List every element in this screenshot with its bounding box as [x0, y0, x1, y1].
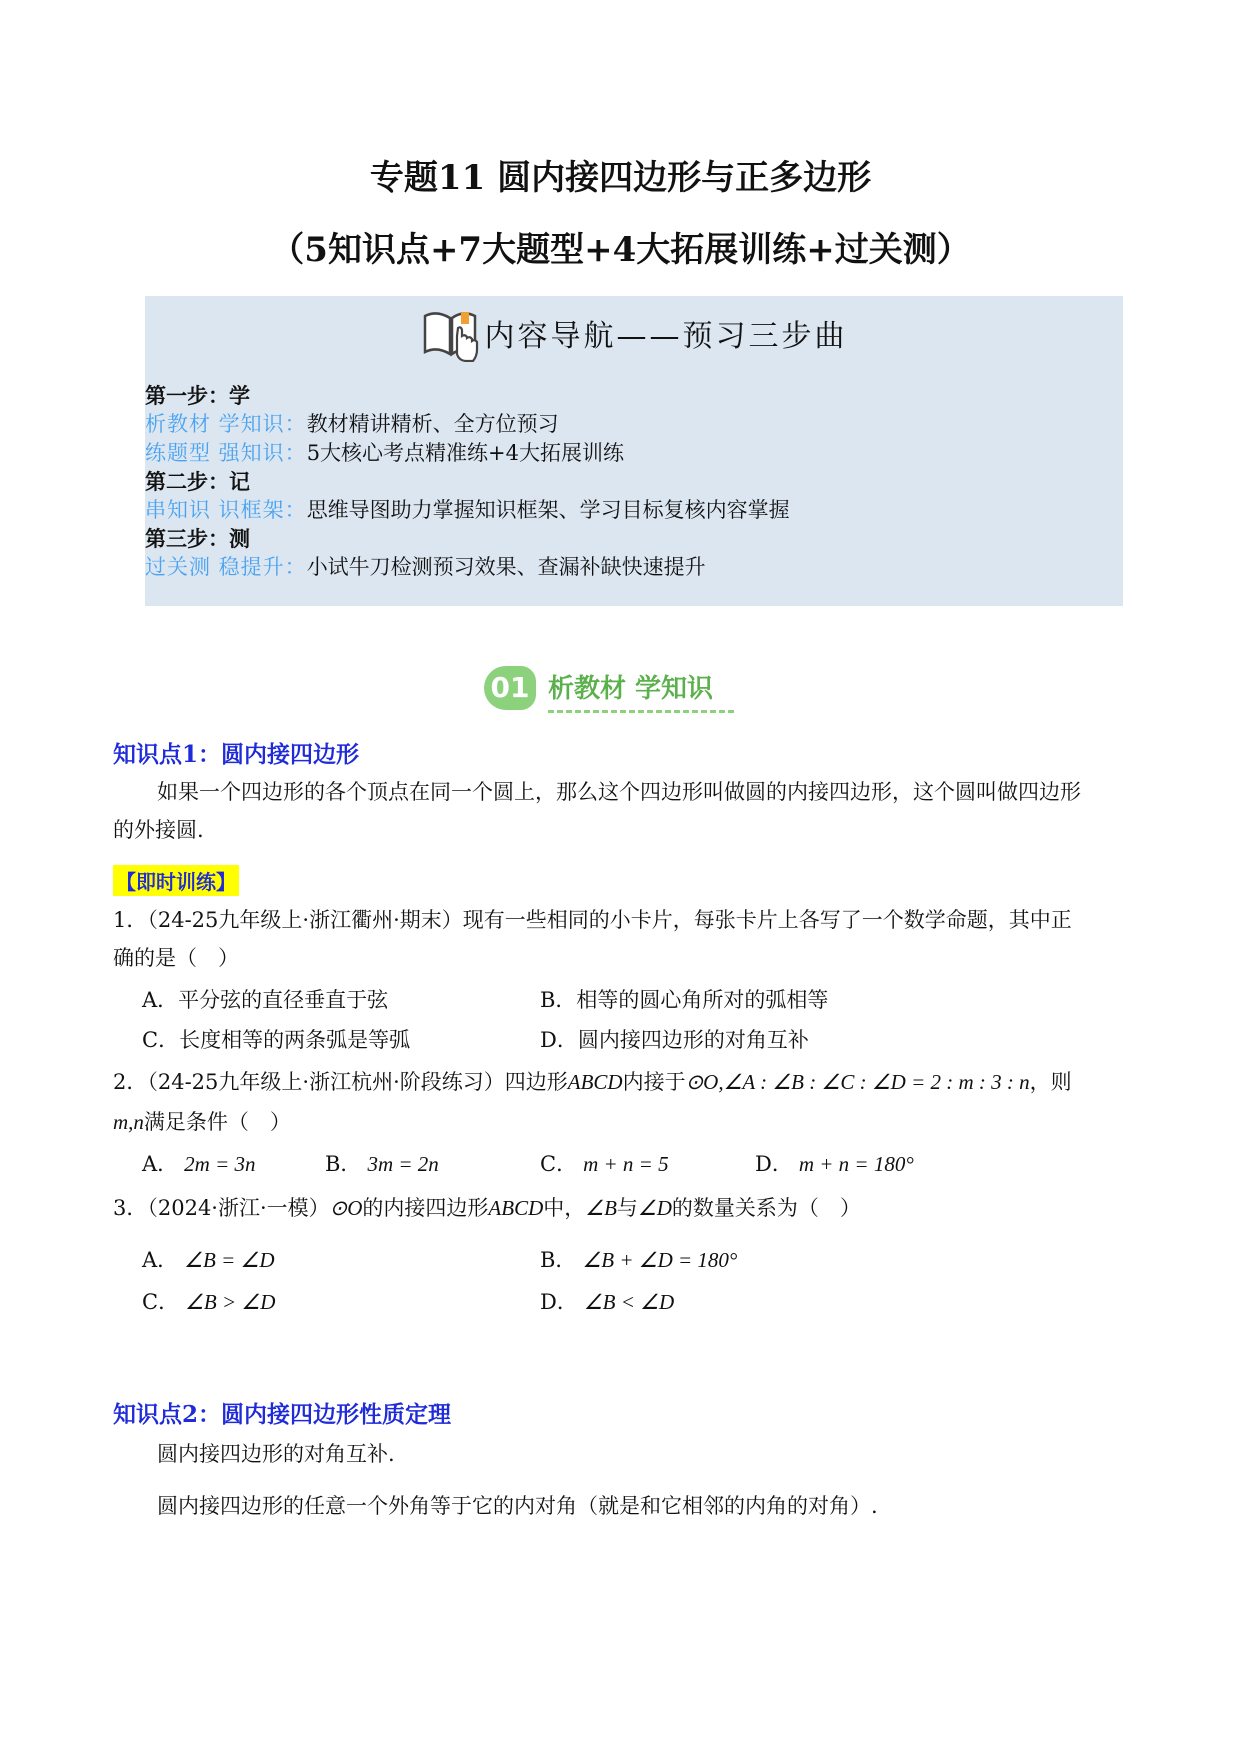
section-badge: [480, 660, 770, 720]
q2-abcd: ABCD: [567, 1070, 623, 1094]
q2-line1: [113, 1066, 1072, 1096]
kp2-text1: 圆内接四边形的对角互补.: [157, 1442, 395, 1466]
kp2-text2: 圆内接四边形的任意一个外角等于它的内对角（就是和它相邻的内角的对角）.: [157, 1494, 878, 1518]
step1-line-b: [145, 437, 624, 467]
step1-title: 第一步：学: [145, 383, 250, 408]
q1-line2: 确的是（ ）: [113, 946, 239, 970]
nav-heading-text: 内容导航——预习三步曲: [484, 319, 848, 354]
q3-line1: 3．（2024·浙江·一模）⊙O的内接四边形ABCD中，∠B与∠D的数量关系为（ ）: [113, 1196, 861, 1220]
q3-option-d: D． ∠B < ∠D: [540, 1290, 675, 1314]
step3-line-a: [145, 551, 706, 581]
q2-option-c: C． m + n = 5: [540, 1152, 669, 1176]
kp1-text-line2: 的外接圆.: [113, 818, 204, 842]
kp1-title: 知识点1：圆内接四边形: [113, 741, 360, 768]
step1-line-b-highlight: 练题型 强知识：: [145, 441, 307, 465]
kp1-text-line1: 如果一个四边形的各个顶点在同一个圆上，那么这个四边形叫做圆的内接四边形，这个圆叫做四边形: [157, 780, 1081, 804]
step1-line-a: [145, 408, 559, 438]
q2-prefix: 2．（24-25九年级上·浙江杭州·阶段练习）四边形: [113, 1070, 568, 1094]
step3-line-a-text: 小试牛刀检测预习效果、查漏补缺快速提升: [306, 555, 706, 579]
q3-option-b: B． ∠B + ∠D = 180°: [540, 1248, 738, 1272]
doc-subtitle: （5知识点+7大题型+4大拓展训练+过关测）: [270, 230, 971, 270]
q1-line1: 1．（24-25九年级上·浙江衢州·期末）现有一些相同的小卡片，每张卡片上各写了一个数学命题，其中正: [113, 908, 1072, 932]
book-pointer-icon: [421, 306, 481, 370]
q2-ratio: ⊙O,∠A : ∠B : ∠C : ∠D = 2 : m : 3 : n: [685, 1070, 1030, 1094]
doc-title: 专题11 圆内接四边形与正多边形: [369, 158, 872, 198]
training-label: 【即时训练】: [113, 865, 239, 896]
q3-option-c: C． ∠B > ∠D: [142, 1290, 276, 1314]
step2-line-a-text: 思维导图助力掌握知识框架、学习目标复核内容掌握: [306, 498, 790, 522]
step3-line-a-highlight: 过关测 稳提升：: [145, 555, 307, 579]
section-label: 析教材 学知识: [548, 674, 714, 704]
q2-option-a: A． 2m = 3n: [142, 1152, 256, 1176]
q2-mn: m,n: [113, 1110, 144, 1134]
q3-abcd: ABCD: [488, 1196, 544, 1220]
q2-line2: [113, 1106, 291, 1136]
content-navigation-box: [145, 296, 1123, 606]
step2-title: 第二步：记: [145, 469, 250, 494]
step2-line-a-highlight: 串知识 识框架：: [145, 498, 307, 522]
q1-option-d: D．圆内接四边形的对角互补: [540, 1028, 809, 1052]
q2-mid: 内接于: [622, 1070, 686, 1094]
q1-option-c: C．长度相等的两条弧是等弧: [142, 1028, 411, 1052]
step3-title: 第三步：测: [145, 526, 250, 551]
q2-option-d: D． m + n = 180°: [755, 1152, 914, 1176]
q3-circle-o: ⊙O: [329, 1196, 363, 1220]
nav-heading: [145, 306, 1123, 370]
section-number: 01: [484, 666, 536, 710]
kp2-title: 知识点2：圆内接四边形性质定理: [113, 1401, 452, 1428]
step2-line-a: [145, 494, 790, 524]
q2-line2-text: 满足条件（ ）: [143, 1110, 291, 1134]
step1-line-a-text: 教材精讲精析、全方位预习: [306, 412, 559, 436]
section-divider: [548, 710, 734, 713]
q3-option-a: A． ∠B = ∠D: [142, 1248, 275, 1272]
step1-line-b-text: 5大核心考点精准练+4大拓展训练: [306, 441, 625, 465]
q1-option-b: B．相等的圆心角所对的弧相等: [540, 988, 829, 1012]
step1-line-a-highlight: 析教材 学知识：: [145, 412, 307, 436]
q2-suffix: ，则: [1029, 1070, 1072, 1094]
q1-option-a: A．平分弦的直径垂直于弦: [142, 988, 389, 1012]
q2-option-b: B． 3m = 2n: [325, 1152, 439, 1176]
